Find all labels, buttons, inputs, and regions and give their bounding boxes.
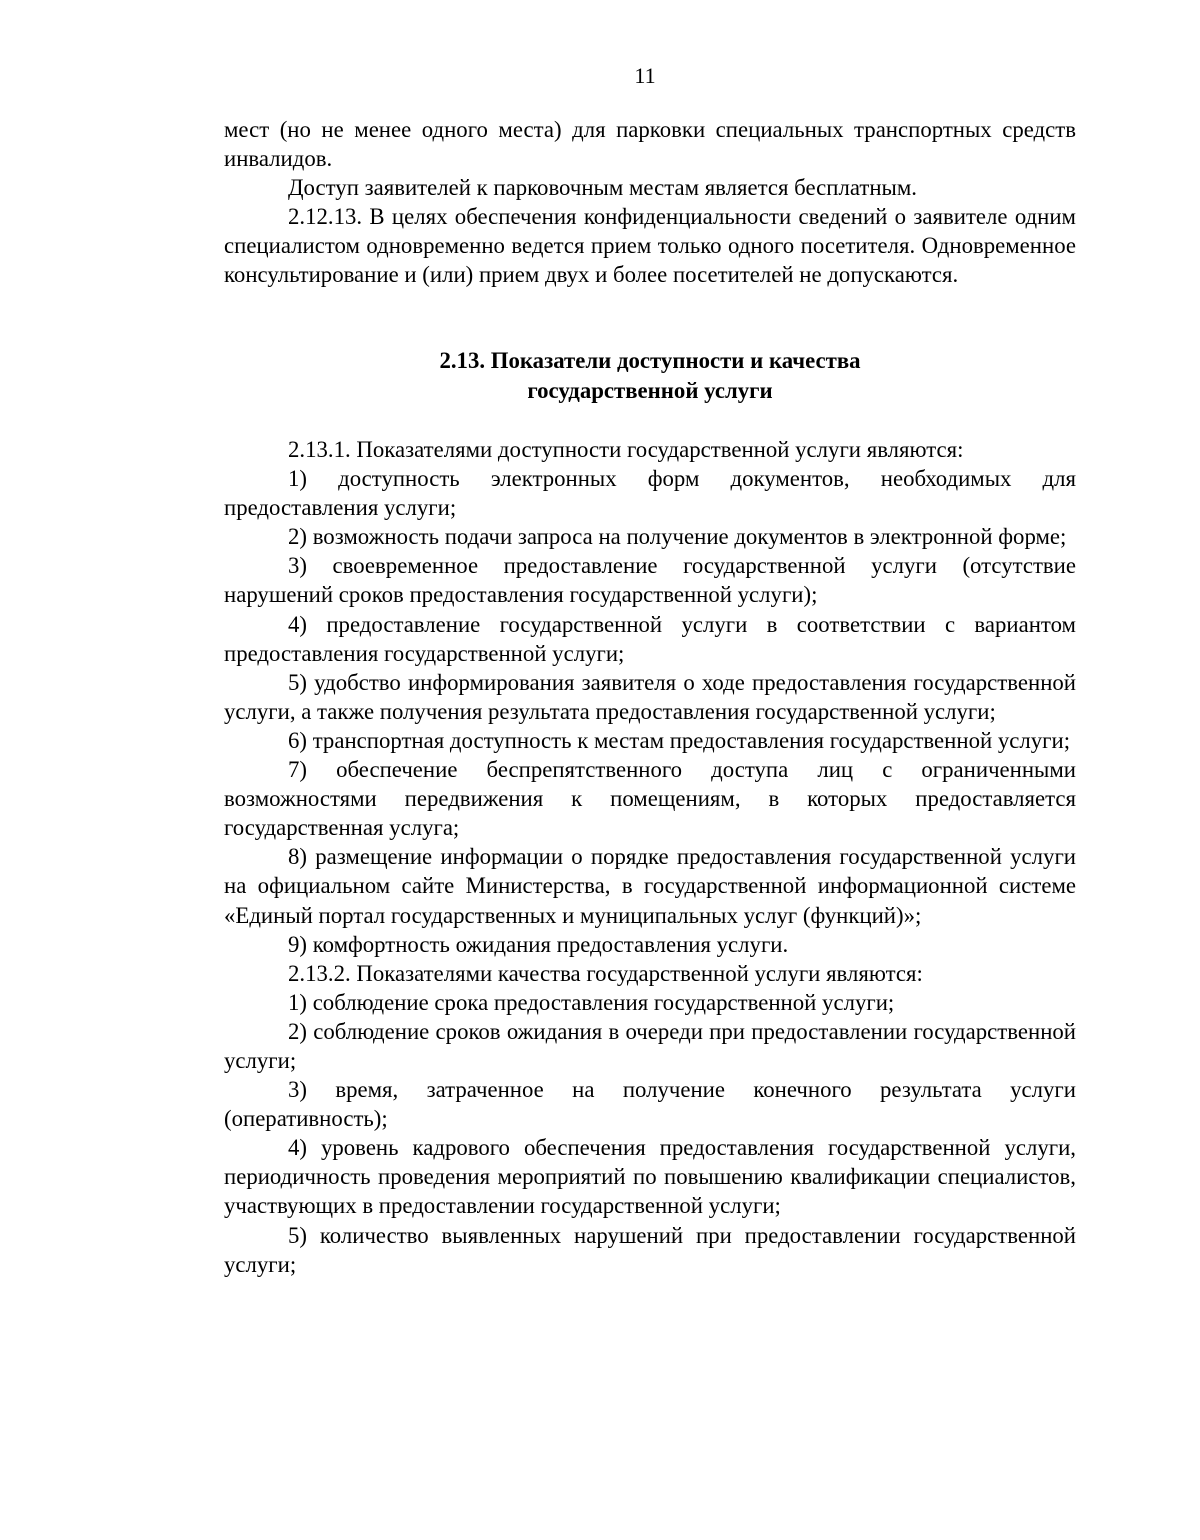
section-heading-line-2: государственной услуги (527, 378, 773, 403)
quality-item: 5) количество выявленных нарушений при предоставлении государственной услуги; (224, 1222, 1076, 1277)
intro-block (224, 115, 1076, 290)
indicators-block (224, 435, 1076, 1279)
page-number: 11 (634, 63, 656, 88)
accessibility-item: 6) транспортная доступность к местам предоставления государственной услуги; (288, 727, 1071, 753)
accessibility-item: 7) обеспечение беспрепятственного доступа лиц с ограниченными возможностями передвижения к помещениям, в которых предоставляется государственная услуга; (224, 757, 1076, 841)
accessibility-item: 5) удобство информирования заявителя о ходе предоставления государственной услуги, а также получения результата предоставления государственной услуги; (224, 669, 1076, 724)
section-heading (224, 346, 1076, 406)
quality-item: 1) соблюдение срока предоставления государственной услуги; (288, 989, 895, 1015)
paragraph-confidentiality: 2.12.13. В целях обеспечения конфиденциальности сведений о заявителе одним специалистом одновременно ведется прием только одного посетителя. Одновременное консультирование и (или) прием двух и более посетителей не допускаются. (224, 204, 1076, 288)
accessibility-intro: 2.13.1. Показателями доступности государственной услуги являются: (288, 437, 964, 462)
quality-item: 2) соблюдение сроков ожидания в очереди при предоставлении государственной услуги; (224, 1018, 1076, 1073)
quality-intro: 2.13.2. Показателями качества государственной услуги являются: (288, 960, 923, 986)
accessibility-item: 4) предоставление государственной услуги в соответствии с вариантом предоставления государственной услуги; (224, 611, 1076, 666)
paragraph-parking-places: мест (но не менее одного места) для парковки специальных транспортных средств инвалидов. (224, 117, 1076, 172)
accessibility-item: 2) возможность подачи запроса на получение документов в электронной форме; (288, 524, 1067, 550)
quality-item: 3) время, затраченное на получение конечного результата услуги (оперативность); (224, 1077, 1076, 1132)
accessibility-item: 1) доступность электронных форм документов, необходимых для предоставления услуги; (224, 466, 1076, 521)
accessibility-item: 3) своевременное предоставление государственной услуги (отсутствие нарушений сроков предоставления государственной услуги); (224, 553, 1076, 608)
accessibility-item: 9) комфортность ожидания предоставления услуги. (288, 931, 789, 957)
paragraph-parking-access: Доступ заявителей к парковочным местам является бесплатным. (288, 175, 917, 201)
quality-item: 4) уровень кадрового обеспечения предоставления государственной услуги, периодичность проведения мероприятий по повышению квалификации специалистов, участвующих в предоставлении государственной услуги; (224, 1135, 1076, 1219)
accessibility-item: 8) размещение информации о порядке предоставления государственной услуги на официальном сайте Министерства, в государственной информационной системе «Единый портал государственных и муниципальных услуг (функций)»; (224, 844, 1076, 928)
section-heading-line-1: 2.13. Показатели доступности и качества (439, 348, 861, 373)
